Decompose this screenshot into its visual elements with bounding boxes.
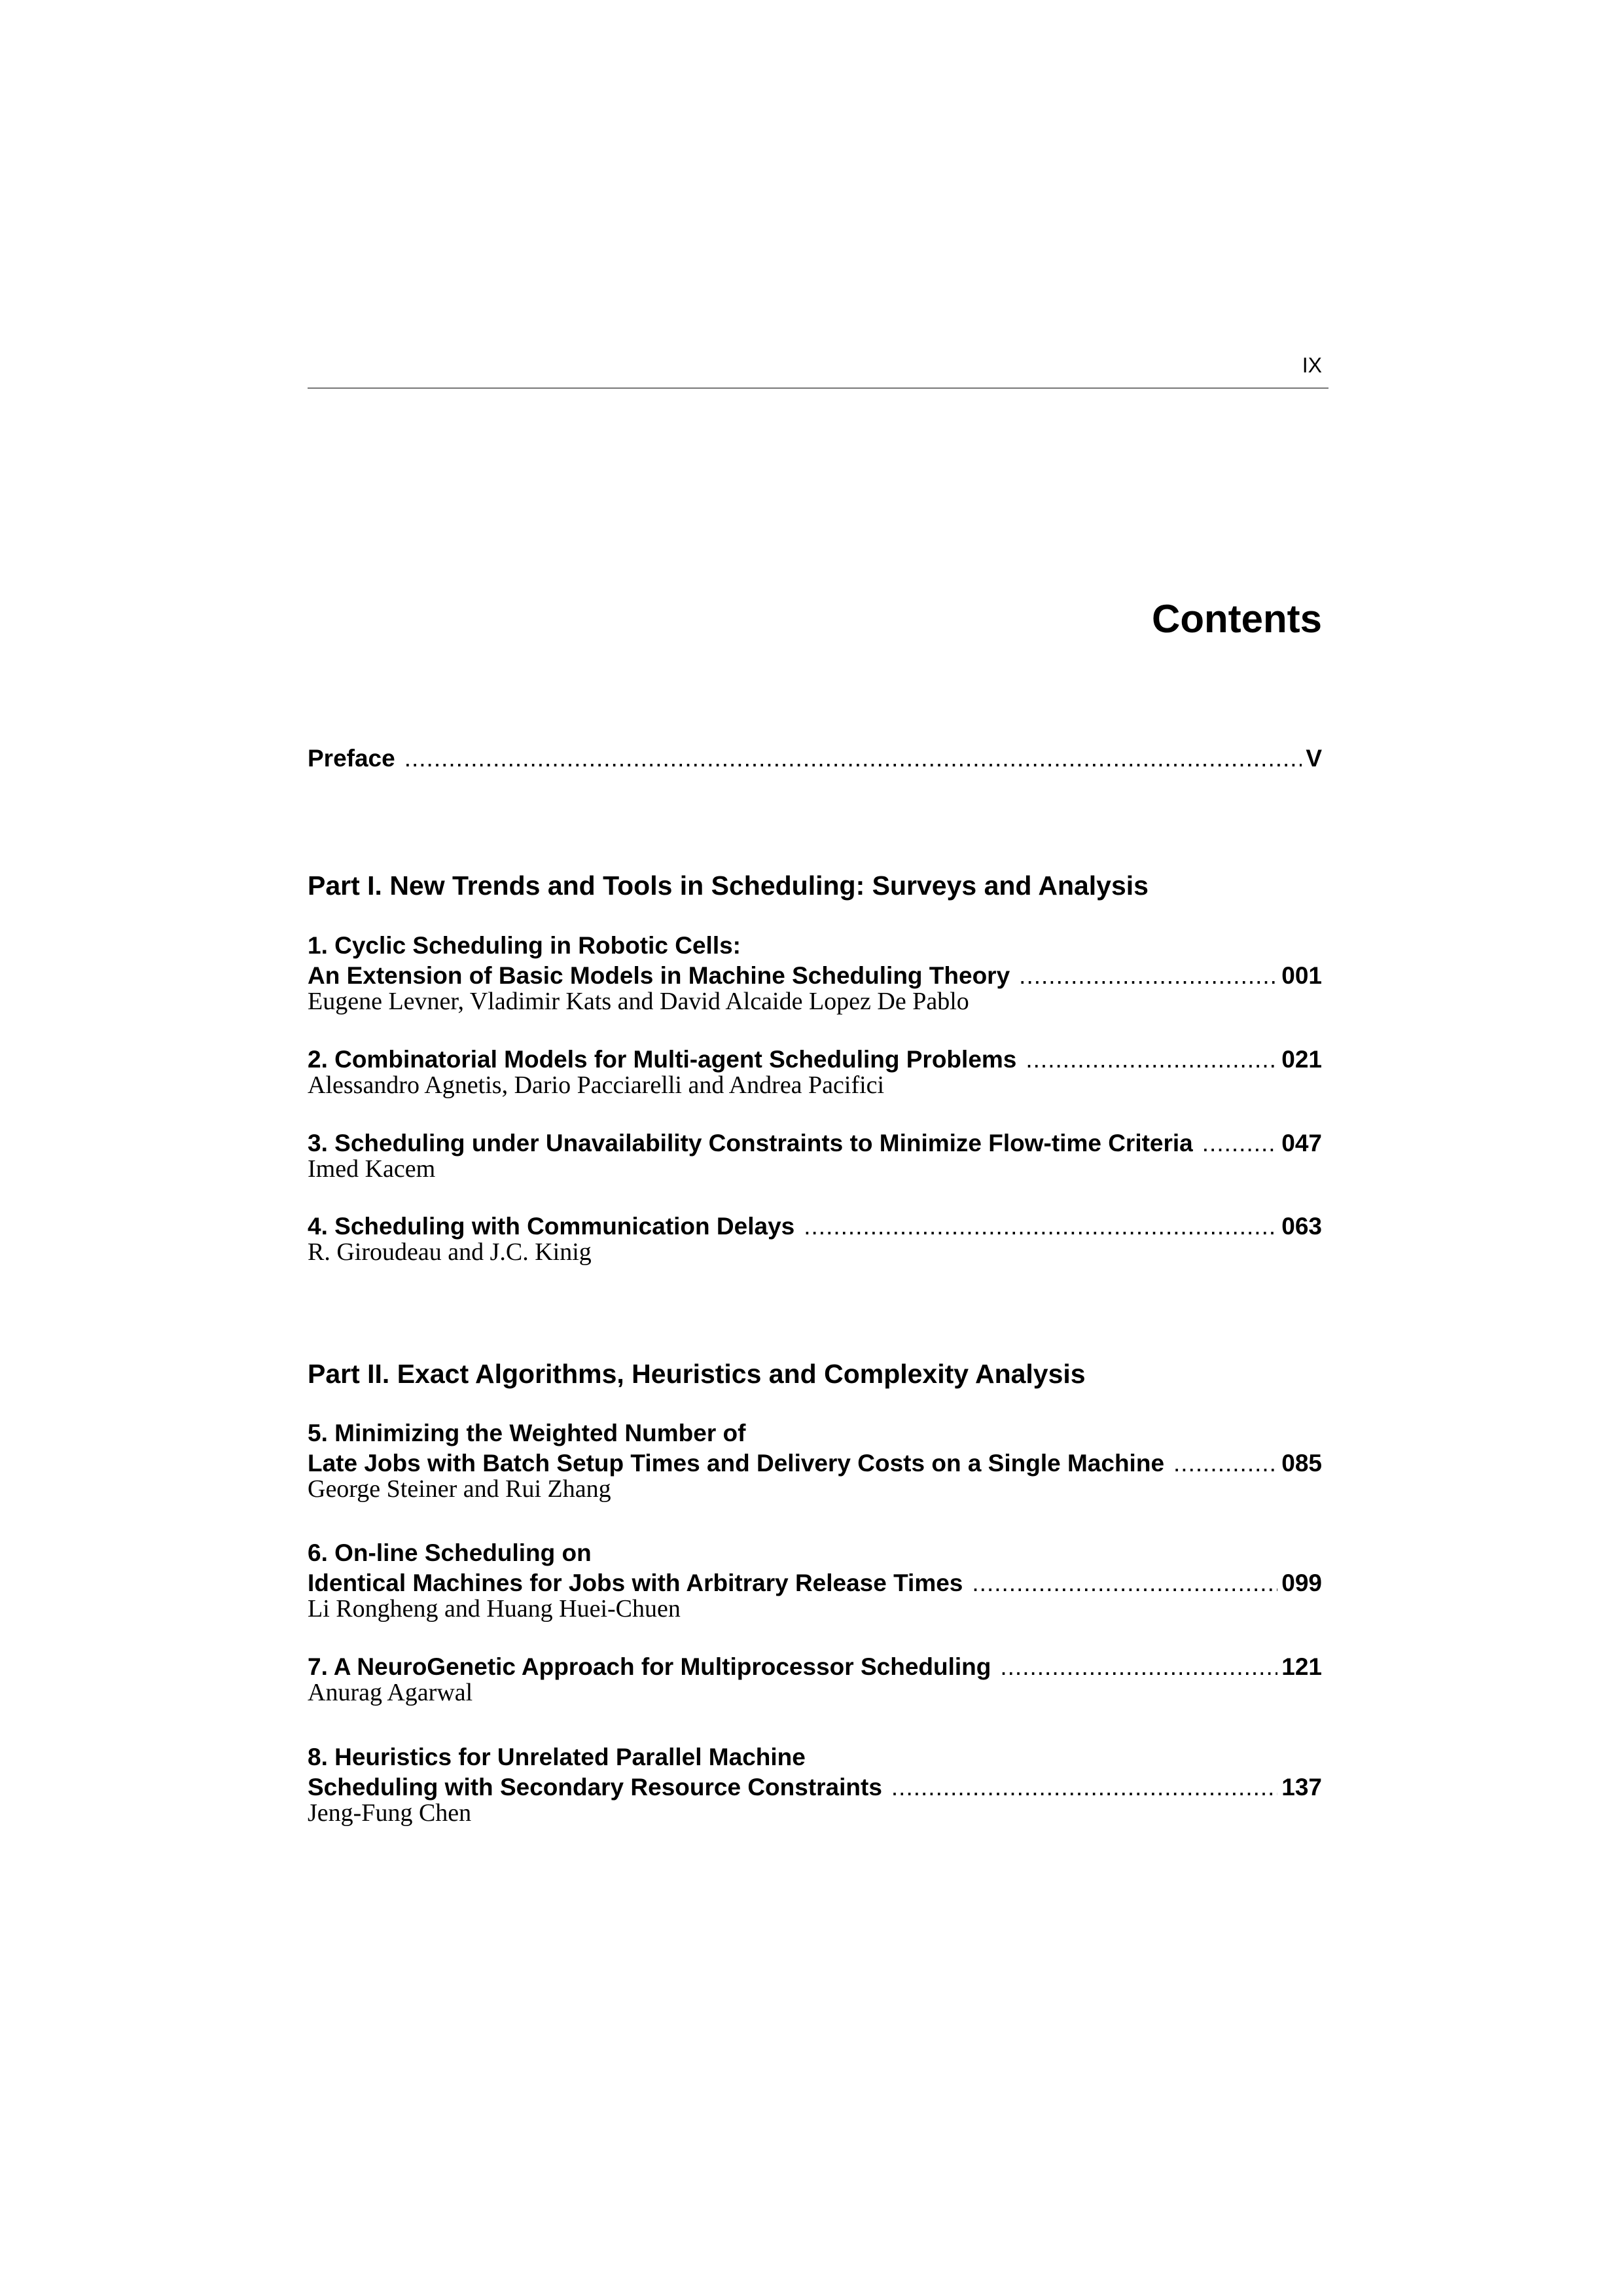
chapter-authors: Eugene Levner, Vladimir Kats and David Alcaide Lopez De Pablo — [308, 988, 969, 1015]
chapter-title: 7. A NeuroGenetic Approach for Multiprocessor Scheduling — [308, 1653, 991, 1680]
dot-leader — [1000, 1652, 1277, 1682]
chapter-page: 001 — [1281, 962, 1322, 989]
chapter-authors: Anurag Agarwal — [308, 1679, 473, 1706]
dot-leader — [1026, 1045, 1277, 1075]
chapter-title: 2. Combinatorial Models for Multi-agent Scheduling Problems — [308, 1046, 1017, 1073]
chapter-authors: George Steiner and Rui Zhang — [308, 1475, 611, 1503]
chapter-page: 137 — [1281, 1774, 1322, 1801]
dot-leader — [1202, 1128, 1278, 1158]
part-1-heading: Part I. New Trends and Tools in Scheduling: Surveys and Analysis — [308, 870, 1149, 901]
page-number: IX — [1302, 353, 1322, 377]
chapter-title: Scheduling with Secondary Resource Constraints — [308, 1774, 882, 1801]
chapter-page: 099 — [1281, 1570, 1322, 1596]
chapter-title: 3. Scheduling under Unavailability Constraints to Minimize Flow-time Criteria — [308, 1130, 1193, 1157]
toc-entry-chapter-5[interactable] — [308, 1418, 1322, 1502]
chapter-title-line1: 1. Cyclic Scheduling in Robotic Cells: — [308, 932, 741, 959]
preface-label: Preface — [308, 745, 395, 772]
toc-entry-chapter-4[interactable] — [308, 1211, 1322, 1265]
chapter-page: 063 — [1281, 1213, 1322, 1240]
chapter-authors: R. Giroudeau and J.C. Kinig — [308, 1238, 592, 1266]
chapter-page: 047 — [1281, 1130, 1322, 1157]
chapter-page: 021 — [1281, 1046, 1322, 1073]
chapter-title-line1: 8. Heuristics for Unrelated Parallel Machine — [308, 1744, 806, 1770]
chapter-title: Identical Machines for Jobs with Arbitrary Release Times — [308, 1570, 963, 1596]
header-rule — [308, 387, 1329, 389]
dot-leader — [804, 1211, 1277, 1242]
chapter-title: An Extension of Basic Models in Machine Scheduling Theory — [308, 962, 1010, 989]
chapter-title-line1: 5. Minimizing the Weighted Number of — [308, 1420, 746, 1446]
dot-leader — [1173, 1448, 1277, 1479]
chapter-authors: Alessandro Agnetis, Dario Pacciarelli and Andrea Pacifici — [308, 1071, 885, 1099]
chapter-authors: Imed Kacem — [308, 1155, 436, 1183]
chapter-title: Late Jobs with Batch Setup Times and Delivery Costs on a Single Machine — [308, 1450, 1165, 1477]
preface-page: V — [1306, 745, 1322, 772]
toc-entry-preface[interactable] — [308, 744, 1322, 774]
chapter-authors: Jeng-Fung Chen — [308, 1799, 472, 1827]
dot-leader — [972, 1568, 1277, 1598]
chapter-title-line1: 6. On-line Scheduling on — [308, 1539, 592, 1566]
contents-title: Contents — [1152, 597, 1322, 641]
part-2-heading: Part II. Exact Algorithms, Heuristics and Complexity Analysis — [308, 1359, 1086, 1389]
toc-entry-chapter-6[interactable] — [308, 1538, 1322, 1622]
chapter-page: 085 — [1281, 1450, 1322, 1477]
chapter-title: 4. Scheduling with Communication Delays — [308, 1213, 795, 1240]
chapter-authors: Li Rongheng and Huang Huei-Chuen — [308, 1595, 681, 1623]
toc-entry-chapter-8[interactable] — [308, 1742, 1322, 1826]
chapter-page: 121 — [1281, 1653, 1322, 1680]
dot-leader — [404, 744, 1302, 774]
toc-entry-chapter-1[interactable] — [308, 931, 1322, 1014]
dot-leader — [891, 1772, 1277, 1803]
toc-entry-chapter-2[interactable] — [308, 1045, 1322, 1098]
toc-entry-chapter-7[interactable] — [308, 1652, 1322, 1706]
toc-entry-chapter-3[interactable] — [308, 1128, 1322, 1182]
dot-leader — [1019, 961, 1277, 991]
